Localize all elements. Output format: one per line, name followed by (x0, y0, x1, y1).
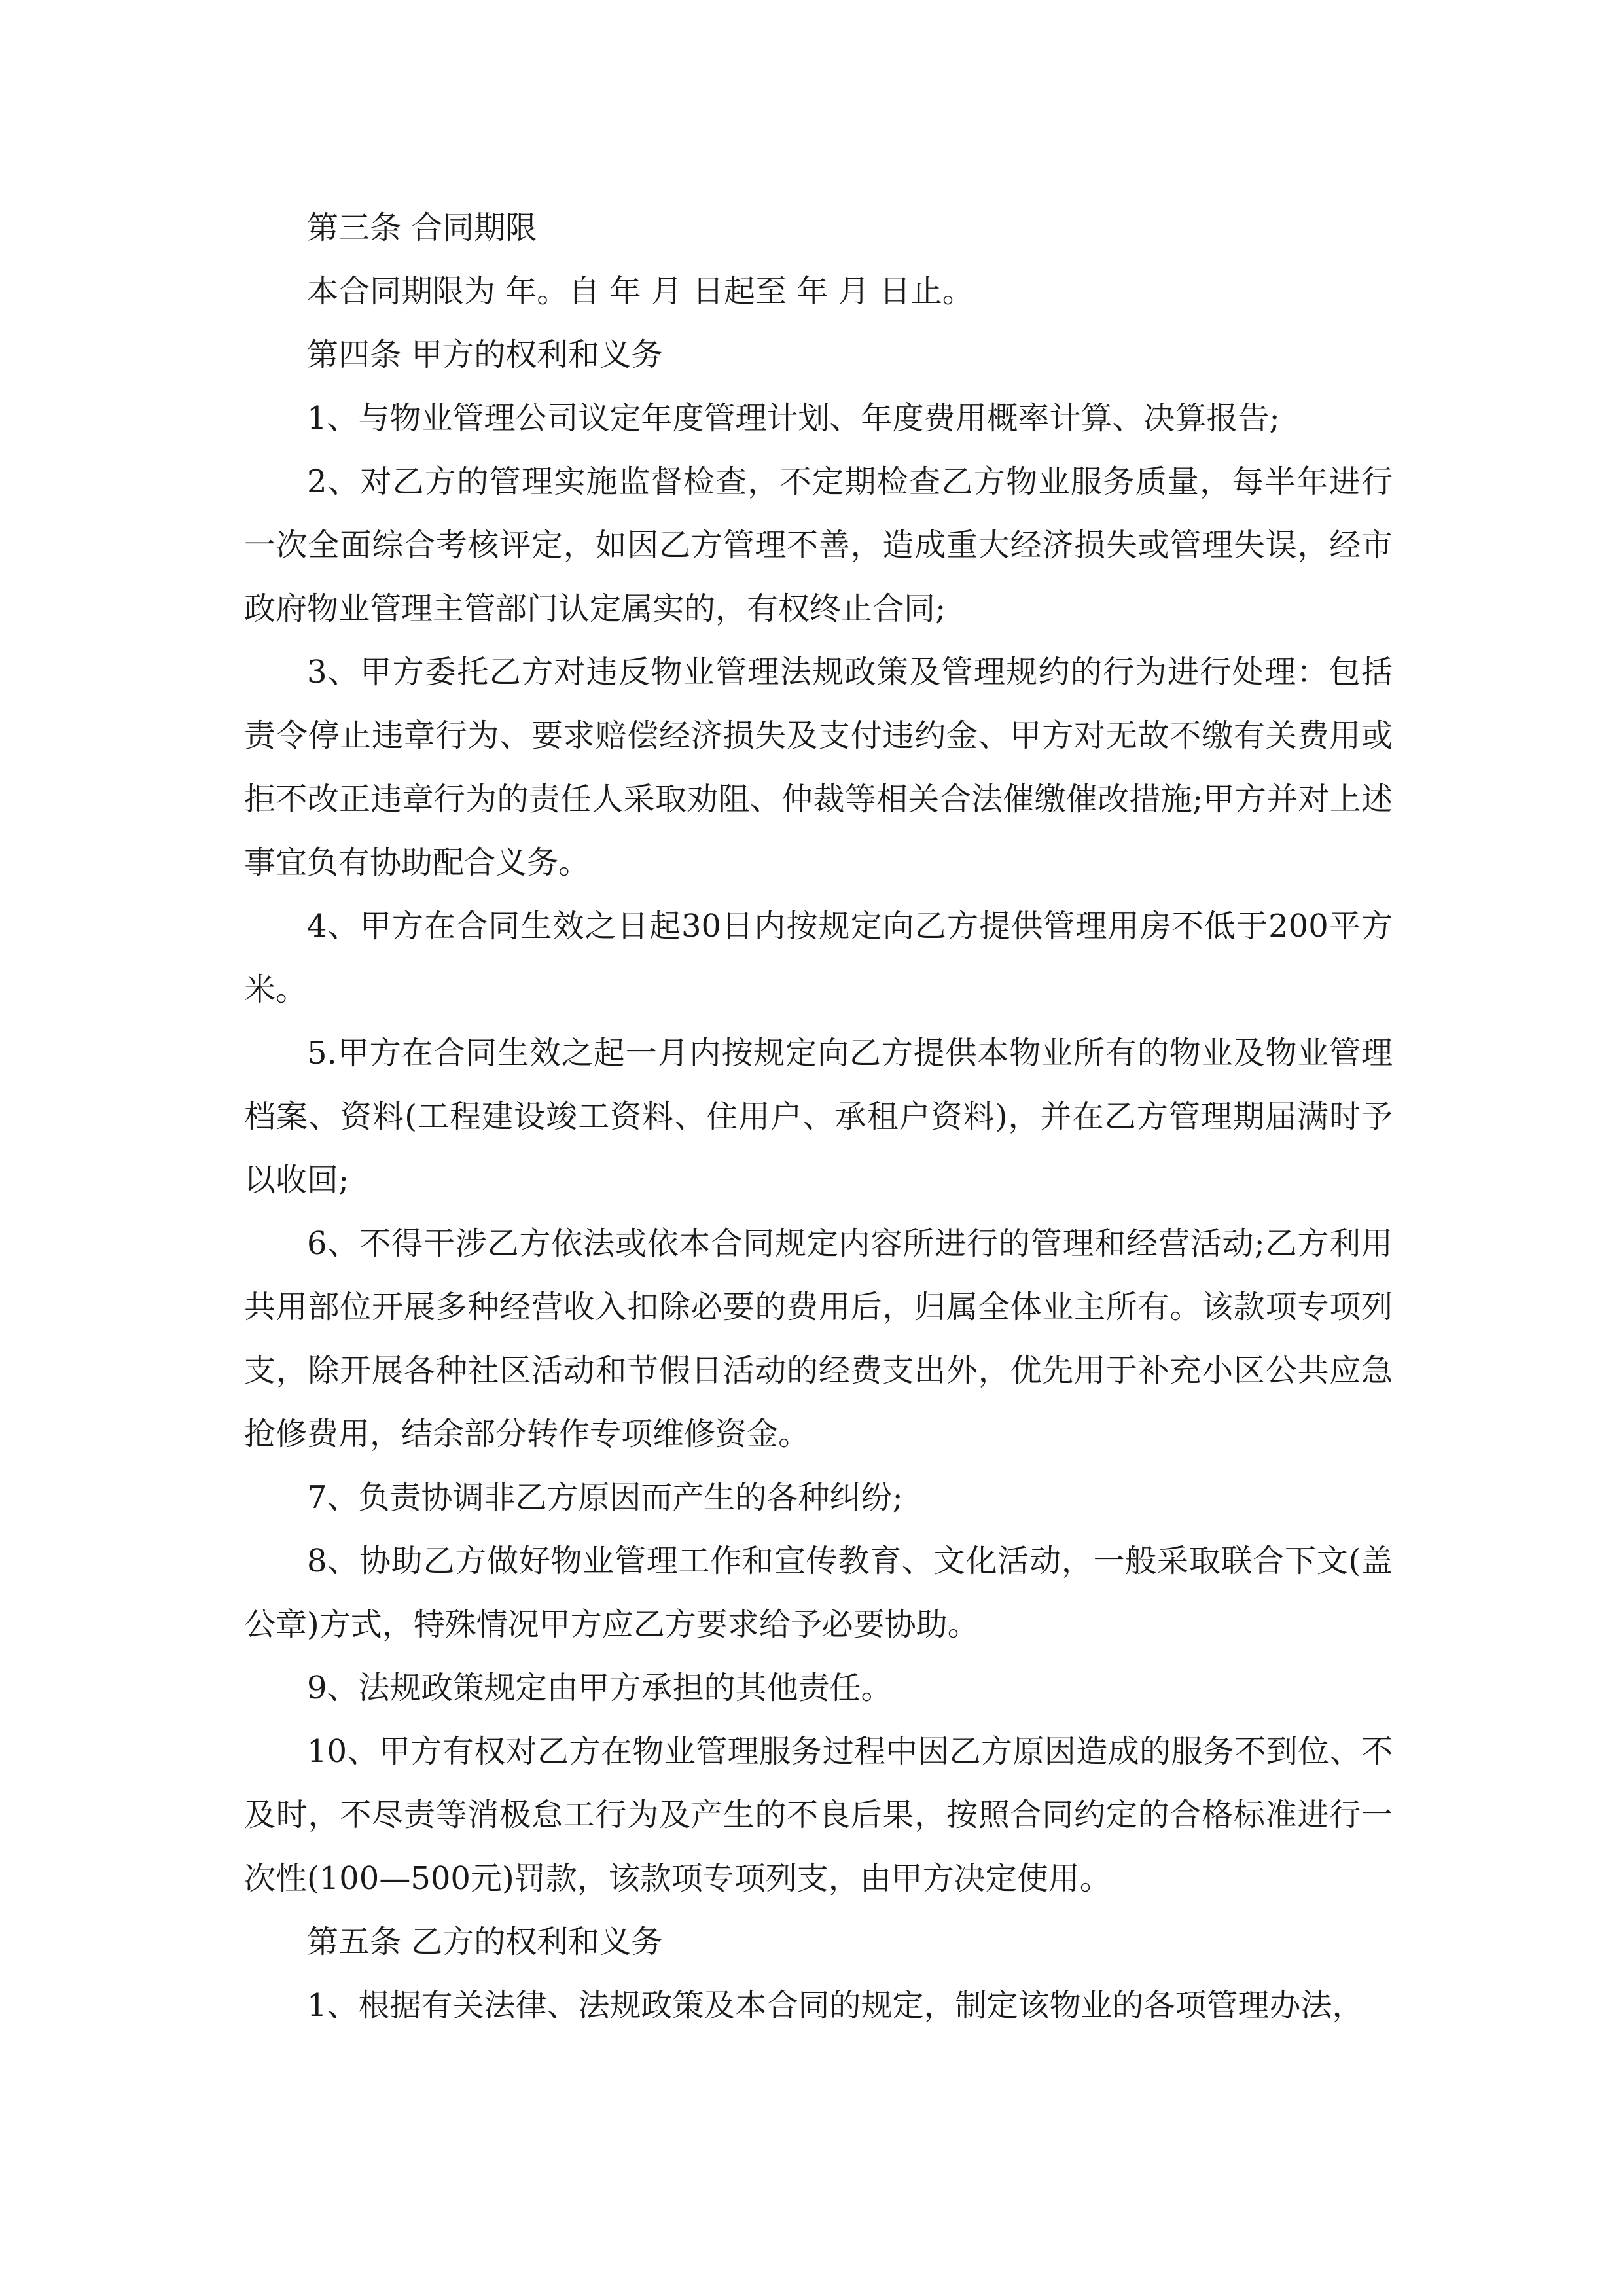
article-3-heading: 第三条 合同期限 (307, 209, 537, 246)
paragraph: 8、协助乙方做好物业管理工作和宣传教育、文化活动，一般采取联合下文(盖公章)方式，特殊情况甲方应乙方要求给予必要协助。 (244, 1543, 1393, 1643)
paragraph: 本合同期限为 年。自 年 月 日起至 年 月 日止。 (307, 273, 974, 310)
article-5-heading: 第五条 乙方的权利和义务 (307, 1924, 663, 1960)
article-4-heading: 第四条 甲方的权利和义务 (307, 336, 663, 373)
paragraph: 1、与物业管理公司议定年度管理计划、年度费用概率计算、决算报告; (307, 400, 1280, 437)
paragraph: 6、不得干涉乙方依法或依本合同规定内容所进行的管理和经营活动;乙方利用共用部位开展多种经营收入扣除必要的费用后，归属全体业主所有。该款项专项列支，除开展各种社区活动和节假日活动的经费支出外，优先用于补充小区公共应急抢修费用，结余部分转作专项维修资金。 (244, 1225, 1393, 1452)
paragraph: 3、甲方委托乙方对违反物业管理法规政策及管理规约的行为进行处理：包括责令停止违章行为、要求赔偿经济损失及支付违约金、甲方对无故不缴有关费用或拒不改正违章行为的责任人采取劝阻、仲裁等相关合法催缴催改措施;甲方并对上述事宜负有协助配合义务。 (244, 654, 1393, 881)
paragraph: 5.甲方在合同生效之起一月内按规定向乙方提供本物业所有的物业及物业管理档案、资料(工程建设竣工资料、住用户、承租户资料)，并在乙方管理期届满时予以收回; (244, 1035, 1393, 1198)
paragraph: 9、法规政策规定由甲方承担的其他责任。 (307, 1670, 893, 1706)
paragraph: 4、甲方在合同生效之日起30日内按规定向乙方提供管理用房不低于200平方米。 (244, 908, 1393, 1008)
paragraph: 10、甲方有权对乙方在物业管理服务过程中因乙方原因造成的服务不到位、不及时，不尽责等消极怠工行为及产生的不良后果，按照合同约定的合格标准进行一次性(100—500元)罚款，该款项专项列支，由甲方决定使用。 (244, 1733, 1393, 1897)
paragraph: 7、负责协调非乙方原因而产生的各种纠纷; (307, 1479, 903, 1516)
document-body (244, 196, 1393, 2037)
paragraph: 1、根据有关法律、法规政策及本合同的规定，制定该物业的各项管理办法， (307, 1987, 1364, 2024)
paragraph: 2、对乙方的管理实施监督检查，不定期检查乙方物业服务质量，每半年进行一次全面综合考核评定，如因乙方管理不善，造成重大经济损失或管理失误，经市政府物业管理主管部门认定属实的，有权终止合同; (244, 463, 1393, 627)
